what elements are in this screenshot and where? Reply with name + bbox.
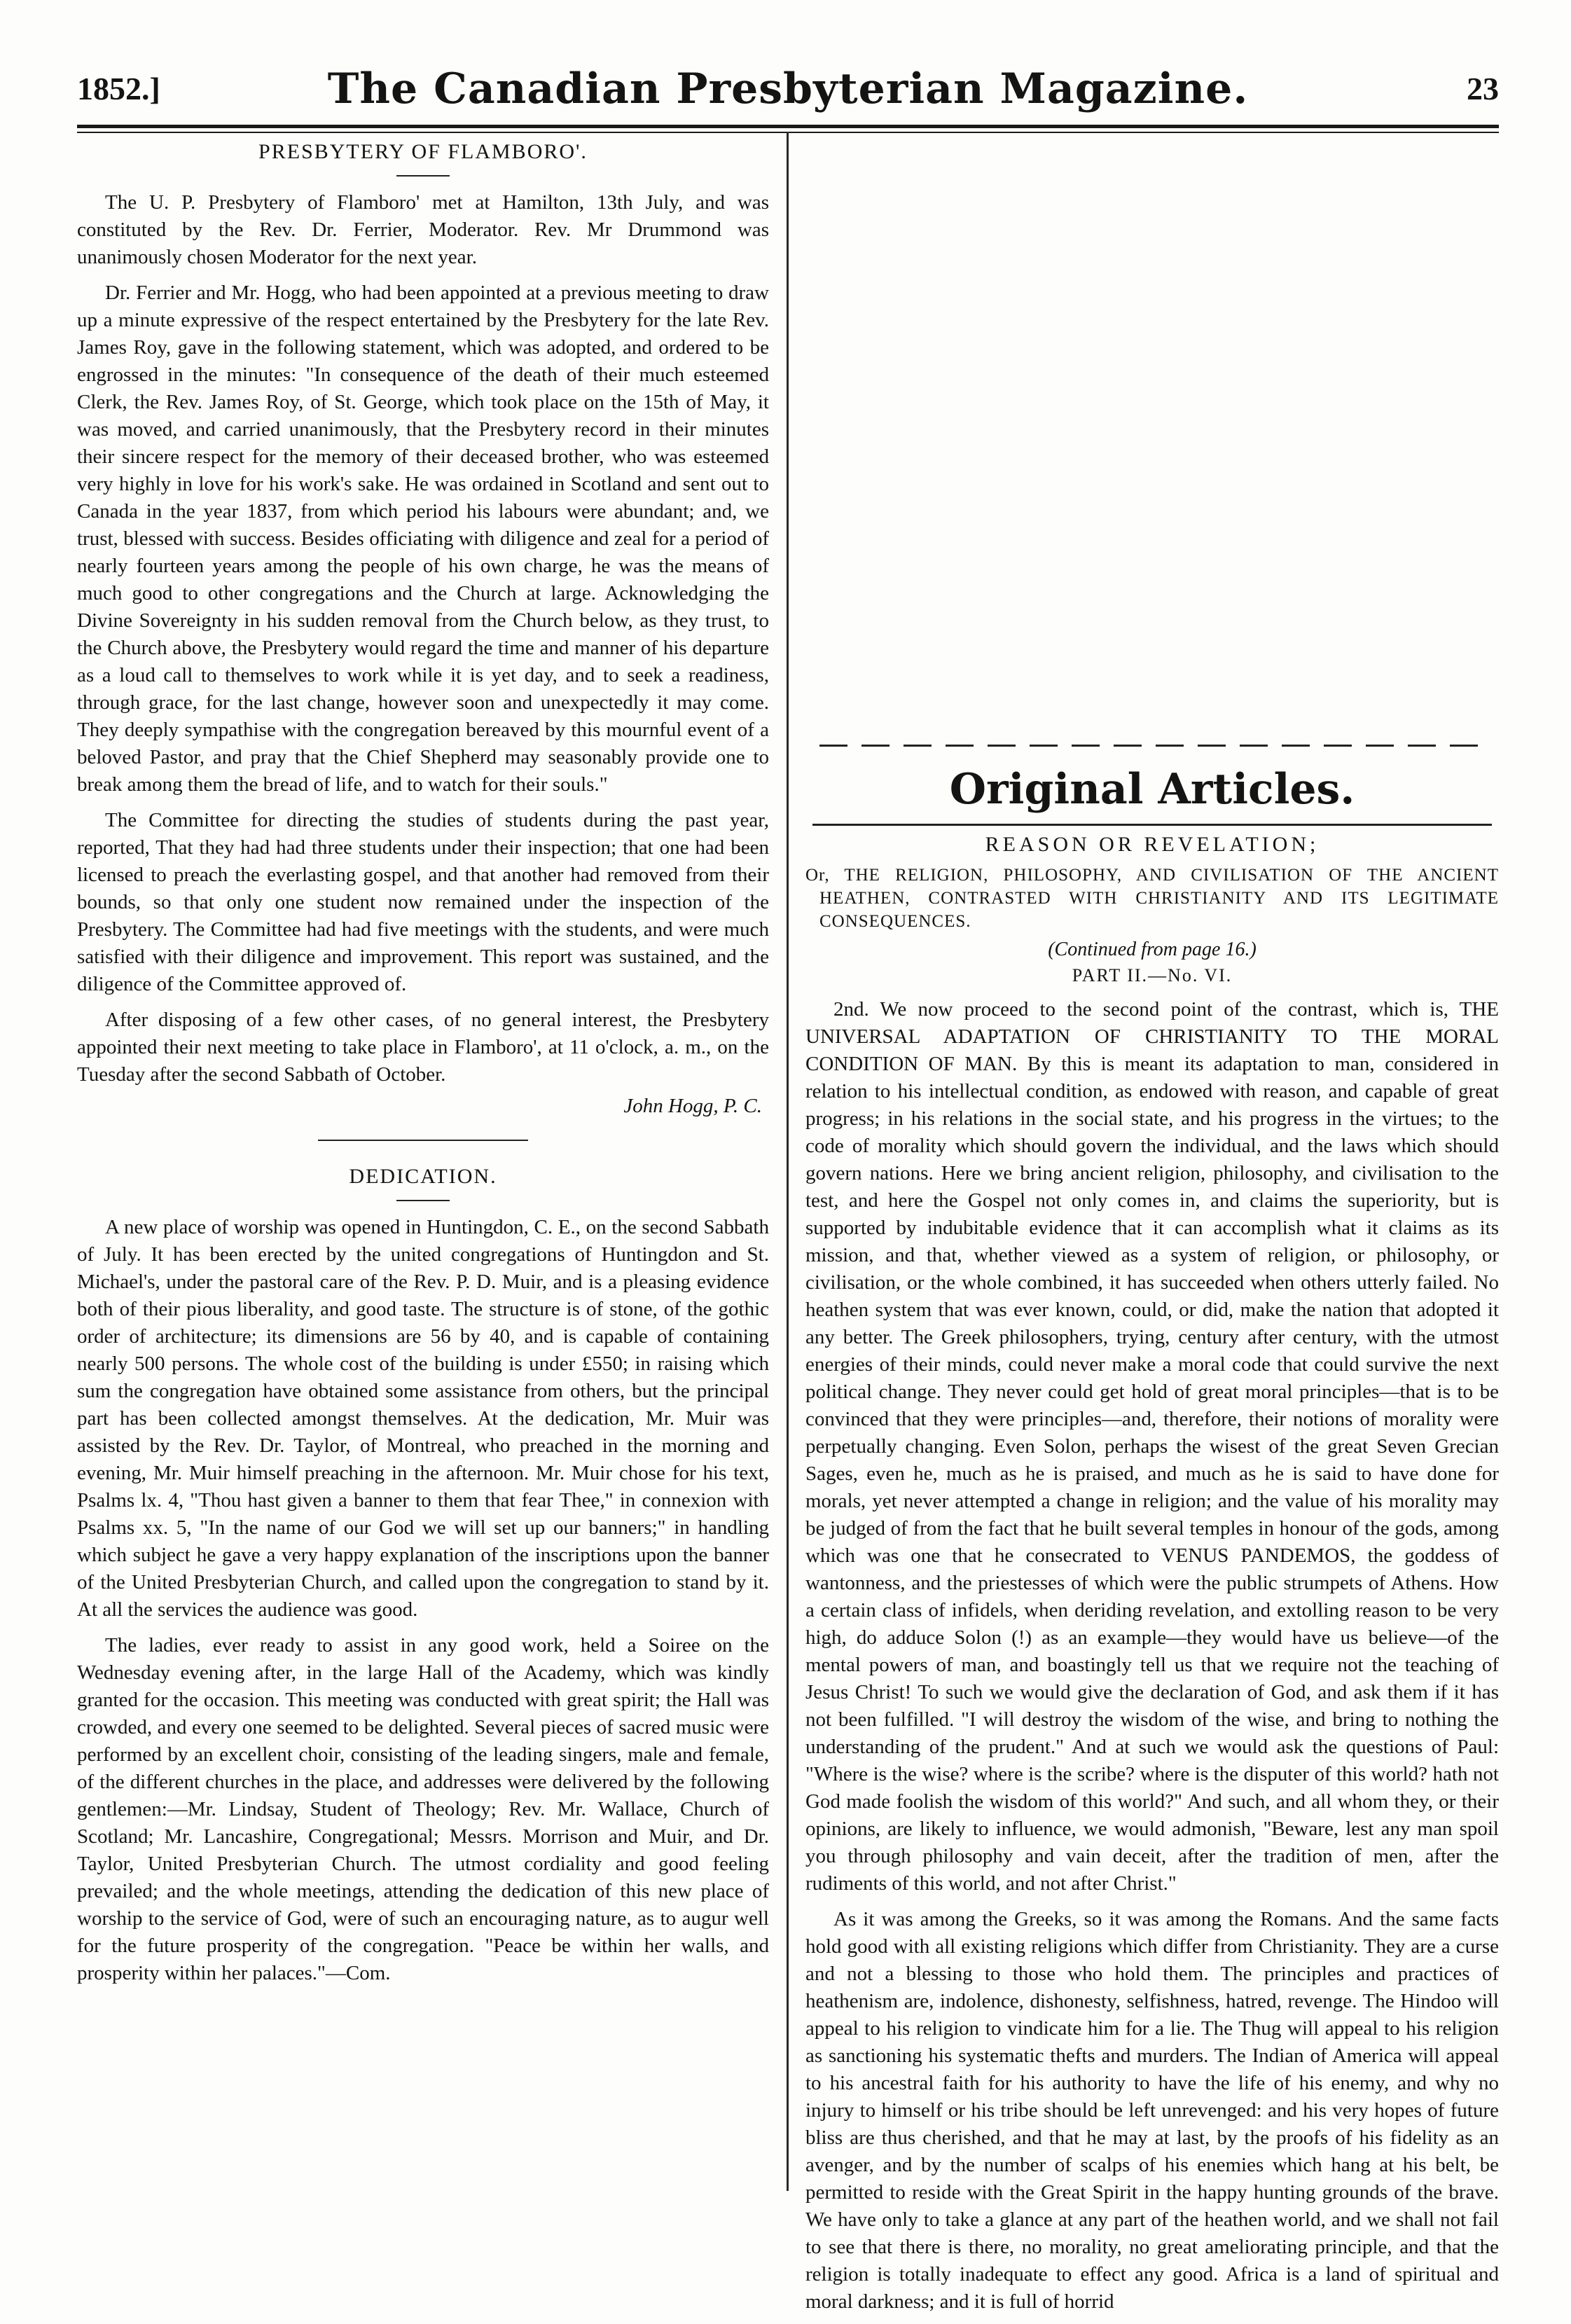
- part-label: PART II.—No. VI.: [1072, 965, 1233, 985]
- left-column: [77, 140, 769, 1987]
- continued-note: (Continued from page 16.): [1048, 939, 1257, 960]
- dashed-rule: [819, 745, 1485, 747]
- flamboro-paragraph-2: Dr. Ferrier and Mr. Hogg, who had been appointed at a previous meeting to draw up a minute expressive of the respect entertained by the Presbytery for the late Rev. James Roy, gave in the following statement, which was adopted, and ordered to be engrossed in the minutes: "In consequence of the death of their much esteemed Clerk, the Rev. James Roy, of St. George, which took place on the 15th of May, it was moved, and carried unanimously, that the Presbytery record in their minutes their sincere respect for the memory of their deceased brother, who was esteemed very highly in love for his work's sake. He was ordained in Scotland and sent out to Canada in the year 1837, from which period his labours were abundant; and, we trust, blessed with success. Besides officiating with diligence and zeal for a period of nearly fourteen years among the people of his own charge, he was the means of much good to other congregations and the Church at large. Acknowledging the Divine Sovereignty in his sudden removal from the Church below, as they trust, to the Church above, the Presbytery would regard the time and manner of his departure as a loud call to themselves to work while it is yet day, and to seek a readiness, through grace, for the last change, however soon and unexpectedly it may come. They deeply sympathise with the congregation bereaved by this mournful event of a beloved Pastor, and pray that the Chief Shepherd may seasonably provide one to break among them the bread of life, and to watch for their souls.": [77, 282, 769, 796]
- heading-rule: [812, 824, 1492, 826]
- column-divider: [787, 132, 789, 2191]
- dedication-paragraph-2: The ladies, ever ready to assist in any good work, held a Soiree on the Wednesday evening after, in the large Hall of the Academy, which was kindly granted for the occasion. This meeting was conducted with great spirit; the Hall was crowded, and every one seemed to be delighted. Several pieces of sacred music were performed by an excellent choir, consisting of the leading singers, male and female, of the different churches in the place, and addresses were delivered by the following gentlemen:—Mr. Lindsay, Student of Theology; Rev. Mr. Wallace, Church of Scotland; Mr. Lancashire, Congregational; Messrs. Morrison and Muir, and Dr. Taylor, United Presbyterian Church. The utmost cordiality and good feeling prevailed; and the whole meetings, attending the dedication of this new place of worship to the service of God, were of such an encouraging nature, as to augur well for the future prosperity of the congregation. "Peace be within her walls, and prosperity within her palaces."—Com.: [77, 1634, 769, 1984]
- section-rule: [318, 1140, 528, 1141]
- title-rule: [396, 1200, 450, 1201]
- article-title: REASON OR REVELATION;: [985, 833, 1320, 856]
- flamboro-paragraph-1: The U. P. Presbytery of Flamboro' met at Hamilton, 13th July, and was constituted by the Rev. Dr. Ferrier, Moderator. Rev. Mr Drummond was unanimously chosen Moderator for the next year.: [77, 191, 769, 268]
- article-subtitle: Or, THE RELIGION, PHILOSOPHY, AND CIVILISATION OF THE ANCIENT HEATHEN, CONTRASTED WITH CHRISTIANITY AND ITS LEGITIMATE CONSEQUENCES.: [805, 866, 1499, 931]
- flamboro-paragraph-4: After disposing of a few other cases, of no general interest, the Presbytery appointed their next meeting to take place in Flamboro', at 11 o'clock, a. m., on the Tuesday after the second Sabbath of October.: [77, 1009, 769, 1086]
- dedication-title: DEDICATION.: [349, 1165, 497, 1188]
- flamboro-signature: John Hogg, P. C.: [623, 1095, 762, 1117]
- dedication-paragraph-1: A new place of worship was opened in Huntingdon, C. E., on the second Sabbath of July. It has been erected by the united congregations of Huntingdon and St. Michael's, under the pastoral care of the Rev. P. D. Muir, and is a pleasing evidence both of their pious liberality, and good taste. The structure is of stone, of the gothic order of architecture; its dimensions are 56 by 40, and is capable of containing nearly 500 persons. The whole cost of the building is under £550; in raising which sum the congregation have obtained some assistance from others, but the principal part has been collected amongst themselves. At the dedication, Mr. Muir was assisted by the Rev. Dr. Taylor, of Montreal, who preached in the morning and evening, Mr. Muir himself preaching in the afternoon. Mr. Muir chose for his text, Psalms lx. 4, "Thou hast given a banner to them that fear Thee," in connexion with Psalms xx. 5, "In the name of our God we will set up our banners;" in handling which subject he gave a very happy explanation of the inscriptions upon the banner of the United Presbyterian Church, and called upon the congregation to stand by it. At all the services the audience was good.: [77, 1216, 769, 1621]
- article-paragraph-1: 2nd. We now proceed to the second point of the contrast, which is, THE UNIVERSAL ADAPTATION OF CHRISTIANITY TO THE MORAL CONDITION OF MAN. By this is meant its adaptation to man, considered in relation to his intellectual condition, as endowed with reason, and capable of great progress; in his relations in the social state, and his progress in the virtues; to the code of morality which should govern the individual, and the laws which should govern nations. Here we bring ancient religion, philosophy, and civilisation to the test, and here the Gospel not only comes in, and claims the superiority, but is supported by indubitable evidence that it can accomplish what it claims as its mission, and that, whether viewed as a system of religion, or philosophy, or civilisation, or the whole combined, it has succeeded when others utterly failed. No heathen system that was ever known, could, or did, make the nation that adopted it any better. The Greek philosophers, trying, century after century, with the utmost energies of their minds, could never make a moral code that could survive the next political change. They never could get hold of great moral principles—that is to be convinced that they were principles—and, therefore, their notions of morality were perpetually changing. Even Solon, perhaps the wisest of the great Seven Grecian Sages, even he, much as he is praised, and much as he is said to have done for morals, yet never attempted a change in religion; and the value of his morality may be judged of from the fact that he built several temples in honour of the gods, among which was one that he consecrated to VENUS PANDEMOS, the goddess of wantonness, and the priestesses of which were the public strumpets of Athens. How a certain class of infidels, when deriding revelation, and extolling reason to be very high, do adduce Solon (!) as an example—they would have us believe—of the mental powers of man, and boastingly tell us that we require not the teaching of Jesus Christ! To such we would give the declaration of God, and ask them if it has not been fulfilled. "I will destroy the wisdom of the wise, and bring to nothing the understanding of the prudent." And at such we would ask the questions of Paul: "Where is the wise? where is the scribe? where is the disputer of this world? hath not God made foolish the wisdom of this world?" And such, and all whom they, or their opinions, are likely to influence, we would admonish, "Beware, lest any man spoil you through philosophy and vain deceit, after the tradition of men, after the rudiments of this world, and not after Christ.": [805, 998, 1499, 1895]
- flamboro-paragraph-3: The Committee for directing the studies of students during the past year, reported, That they had had three students under their inspection; that one had been licensed to preach the everlasting gospel, and that another had removed from their bounds, so that only one student now remained under the inspection of the Presbytery. The Committee had had five meetings with the students, and were much satisfied with their diligence and improvement. This report was sustained, and the diligence of the Committee approved of.: [77, 809, 769, 995]
- title-rule: [396, 175, 450, 177]
- running-header: [77, 64, 1499, 120]
- page-number: 23: [1467, 71, 1499, 106]
- header-year: 1852.]: [77, 71, 160, 106]
- flamboro-title: PRESBYTERY OF FLAMBORO'.: [258, 140, 588, 163]
- article-paragraph-2: As it was among the Greeks, so it was among the Romans. And the same facts hold good with all existing religions which differ from Christianity. They are a curse and not a blessing to those who hold them. The principles and practices of heathenism are, indolence, dishonesty, selfishness, hatred, revenge. The Hindoo will appeal to his religion to vindicate him for a lie. The Thug will appeal to his religion as sanctioning his systematic thefts and murders. The Indian of America will appeal to his ancestral faith for his authority to have the life of his enemy, and why no injury to himself or his tribe should be left unrevenged: and his very hopes of future bliss are thus cherished, and that he may at last, by the proofs of his fidelity as an avenger, and by the number of scalps of his enemies which hang at his belt, be permitted to reside with the Great Spirit in the happy hunting grounds of the brave. We have only to take a glance at any part of the heathen world, and we shall not fail to see that there is there, no morality, no great ameliorating principle, and that the religion is totally inadequate to effect any good. Africa is a land of spiritual and moral darkness; and it is full of horrid: [805, 1908, 1499, 2313]
- original-articles-heading: Original Articles.: [949, 765, 1355, 814]
- magazine-title: The Canadian Presbyterian Magazine.: [327, 64, 1249, 113]
- header-rule: [77, 125, 1499, 128]
- right-column: [805, 732, 1499, 2324]
